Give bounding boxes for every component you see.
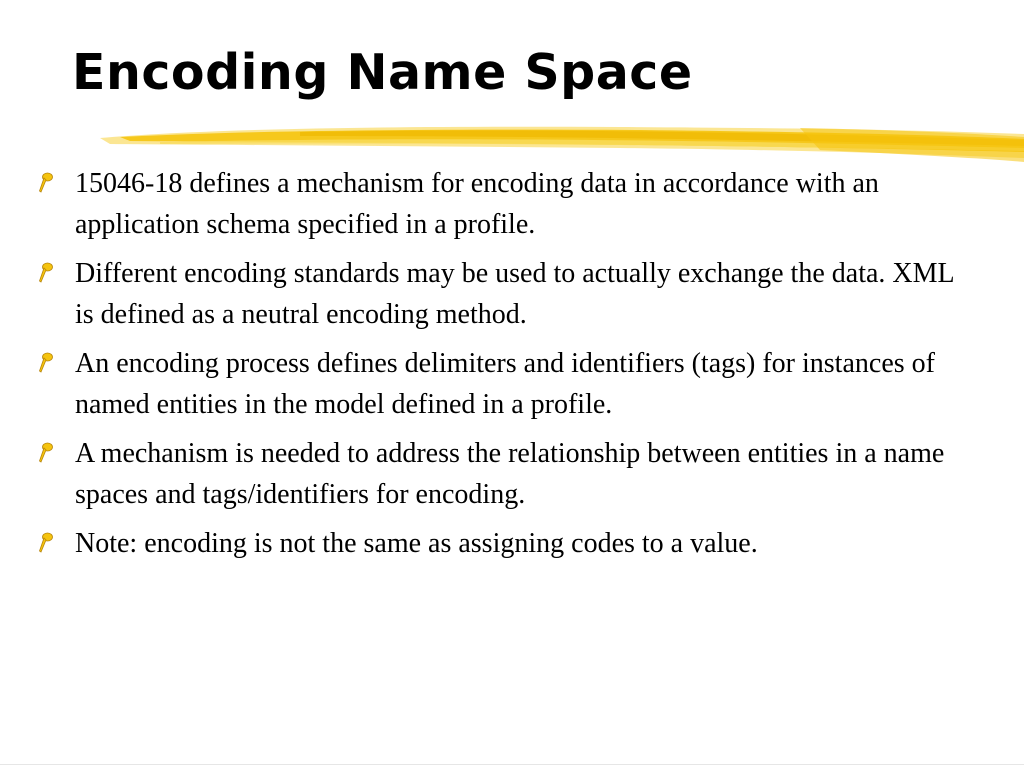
torch-bullet-icon: [38, 352, 54, 374]
torch-bullet-icon: [38, 442, 54, 464]
bullet-item: [38, 523, 978, 564]
bullet-text: A mechanism is needed to address the relationship between entities in a name spaces and tags/identifiers for encoding.: [75, 438, 945, 510]
bullet-item: [38, 343, 978, 425]
bullet-text: Different encoding standards may be used to actually exchange the data. XML is defined as a neutral encoding method.: [75, 258, 954, 330]
slide-title: Encoding Name Space: [72, 44, 693, 101]
bullet-text: 15046-18 defines a mechanism for encoding data in accordance with an application schema specified in a profile.: [75, 168, 879, 240]
bullet-list: [38, 163, 978, 572]
torch-bullet-icon: [38, 262, 54, 284]
bullet-text: An encoding process defines delimiters and identifiers (tags) for instances of named entities in the model defined in a profile.: [75, 348, 935, 420]
torch-bullet-icon: [38, 172, 54, 194]
footer-divider: [0, 764, 1024, 765]
title-underline-brushstroke: [100, 118, 1024, 164]
bullet-item: [38, 163, 978, 245]
bullet-item: [38, 433, 978, 515]
torch-bullet-icon: [38, 532, 54, 554]
bullet-text: Note: encoding is not the same as assigning codes to a value.: [75, 528, 758, 559]
bullet-item: [38, 253, 978, 335]
